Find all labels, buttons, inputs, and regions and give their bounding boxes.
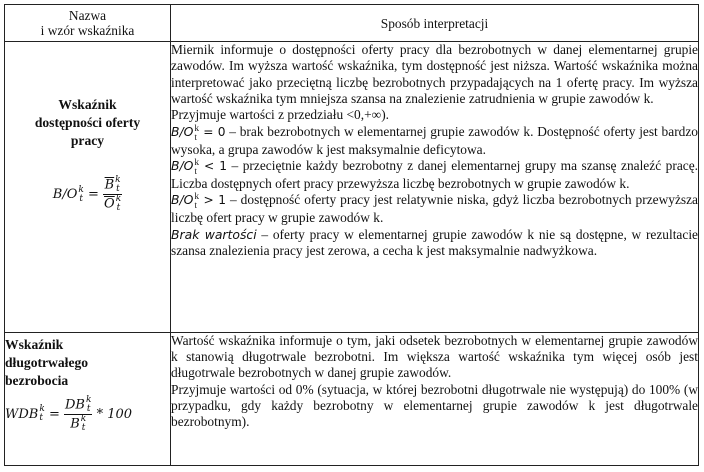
indicator-name (5, 336, 170, 390)
missing-text: – oferty pracy w elementarnej grupie zawodów k nie są dostępne, w rezultacie szansa znalezienia pracy jest zerowa, a cecha k jest maksymalnie nadwyżkowa. (171, 226, 698, 259)
interpretation-text (171, 42, 698, 259)
formula-denominator: $\overline{O}$ (104, 196, 115, 212)
formula-lhs: WDB (5, 406, 39, 422)
formula-sup: k (115, 175, 121, 186)
formula-fraction (64, 396, 92, 433)
indicator-name-line: bezrobocia (5, 372, 69, 388)
interpretation-cell (171, 42, 699, 333)
interpretation-range: Przyjmuje wartości z przedziału <0,+∞). (171, 107, 389, 123)
formula-sub: t (81, 422, 86, 433)
case-symbol: B/O (171, 123, 194, 139)
formula-sup: k (115, 194, 122, 205)
case-sub: t (194, 200, 197, 211)
interpretation-cell (171, 332, 699, 465)
case-sup: k (194, 157, 199, 168)
case-sup: k (194, 191, 199, 202)
header-name-line1: Nazwa (68, 8, 107, 24)
formula-sup: k (80, 413, 87, 424)
interpretation-range: Przyjmuje wartości od 0% (sytuacja, w której bezrobotni długotrwale nie występują) do 100% (w przypadku, gdy każdy bezrobotny w elementarnej grupie zawodów k jest długotrwale bezrobotnym). (171, 381, 698, 430)
case-sup: k (194, 122, 199, 133)
formula-sub: t (39, 413, 43, 424)
formula-equals: = (48, 406, 60, 422)
formula-fraction (103, 176, 122, 213)
case-text: – brak bezrobotnych w elementarnej grupie zawodów k. Dostępność oferty jest bardzo wysoka, a grupa zawodów k jest maksymalnie deficytowa. (171, 123, 698, 157)
case-text: – dostępność oferty pracy jest relatywnie niska, gdyż liczba bezrobotnych przewyższa liczbę ofert pracy w grupie zawodów k. (171, 192, 698, 226)
indicator-name-line: Wskaźnik (58, 97, 117, 113)
indicator-formula (5, 176, 170, 213)
case-sub: t (194, 131, 197, 142)
interpretation-text (171, 333, 698, 431)
interpretation-missing (171, 227, 698, 260)
case-symbol: B/O (171, 192, 194, 208)
indicator-table (4, 4, 699, 466)
table-header-row (5, 5, 699, 42)
formula-sub: t (79, 193, 83, 204)
formula-denominator: B (70, 416, 80, 432)
case-condition: > 1 (198, 193, 226, 208)
indicator-name-line: pracy (70, 133, 105, 149)
formula-sup: k (78, 184, 84, 195)
indicator-name-cell (5, 332, 171, 465)
header-name-formula (5, 5, 171, 42)
interpretation-case (171, 158, 698, 192)
indicator-name-cell (5, 42, 171, 333)
formula-sup: k (85, 394, 92, 405)
case-condition: < 1 (198, 159, 227, 174)
indicator-name-line: długotrwałego (5, 354, 89, 370)
formula-sub: t (86, 403, 91, 414)
case-symbol: B/O (171, 158, 194, 174)
table-row (5, 332, 699, 465)
indicator-name (5, 96, 170, 150)
formula-sub: t (116, 203, 121, 214)
interpretation-intro: Wartość wskaźnika informuje o tym, jaki odsetek bezrobotnych w elementarnej grupie zawodów k stanowią długotrwale bezrobotni. Im większa wartość wskaźnika tym więcej osób jest długotrwale bezrobotnych w danej grupie zawodów. (171, 332, 698, 381)
indicator-formula (5, 396, 170, 433)
interpretation-intro: Miernik informuje o dostępności oferty pracy dla bezrobotnych w danej elementarnej grupie zawodów. Im wyższa wartość wskaźnika, tym dostępność jest niższa. Wartość wskaźnika można interpretować jako przeciętną liczbę bezrobotnych przypadających na 1 ofertę pracy. Im wyższa wartość wskaźnika tym mniejsza szansa na znalezienie zatrudnienia w grupie zawodów k. (171, 42, 698, 107)
formula-numerator: $\overline{B}$ (104, 177, 115, 193)
formula-tail: * 100 (96, 406, 133, 422)
case-sub: t (194, 166, 197, 177)
formula-sub: t (116, 184, 120, 195)
formula-numerator: DB (65, 397, 85, 413)
missing-label: Brak wartości (171, 226, 257, 242)
case-condition: = 0 (198, 124, 226, 139)
case-text: – przeciętnie każdy bezrobotny z danej elementarnej grupy ma szansę znaleźć pracę. Liczba dostępnych ofert pracy przewyższa liczbę bezrobotnych w grupie zawodów k. (171, 158, 698, 192)
formula-lhs: B/O (52, 187, 78, 203)
indicator-name-line: dostępności oferty (34, 115, 141, 131)
interpretation-case (171, 192, 698, 226)
header-interpretation: Sposób interpretacji (171, 5, 699, 42)
header-name-line2: i wzór wskaźnika (40, 23, 135, 39)
formula-sup: k (39, 404, 45, 415)
table-row (5, 42, 699, 333)
indicator-name-line: Wskaźnik (5, 336, 64, 352)
interpretation-case (171, 124, 698, 158)
formula-equals: = (88, 187, 99, 203)
